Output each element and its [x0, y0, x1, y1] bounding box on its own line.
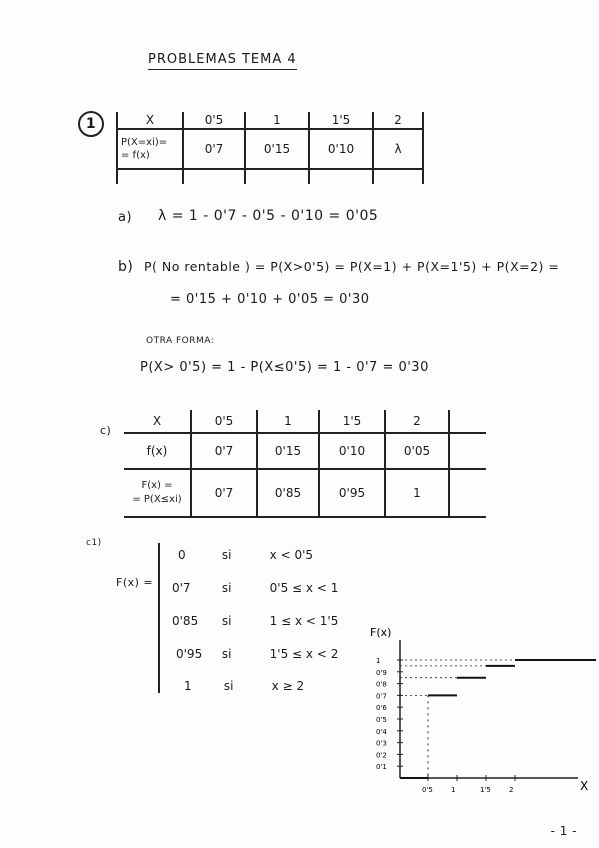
part-a-equation: λ = 1 - 0'7 - 0'5 - 0'10 = 0'05: [158, 208, 379, 224]
case-value: 0: [178, 548, 186, 562]
table-header-cell: 1'5: [319, 410, 385, 433]
y-tick-label: 0'3: [376, 739, 387, 748]
x-axis-label: X: [580, 779, 589, 793]
part-a-label: a): [118, 210, 133, 225]
table-header-cell: 0'5: [183, 112, 245, 129]
table-header-cell: X: [124, 410, 191, 433]
part-b-line1: P( No rentable ) = P(X>0'5) = P(X=1) + P(X=1'5) + P(X=2) =: [144, 259, 560, 274]
case-value: 1: [184, 679, 192, 693]
case-condition: x < 0'5: [269, 548, 314, 562]
y-tick-label: 0'4: [376, 727, 387, 736]
table-cell: 0'15: [257, 433, 319, 469]
case-condition: 1'5 ≤ x < 2: [269, 647, 339, 661]
case-value: 0'95: [176, 647, 203, 661]
y-axis-label: F(x): [370, 626, 392, 639]
table-cell: 0'10: [309, 129, 373, 169]
table-header-cell: 1: [257, 410, 319, 433]
page-title: PROBLEMAS TEMA 4: [148, 52, 297, 70]
x-tick-label: 0'5: [422, 786, 433, 794]
table-cell: 0'10: [319, 433, 385, 469]
y-tick-label: 0'2: [376, 751, 387, 760]
case-si: si: [221, 614, 232, 628]
other-method-label: OTRA FORMA:: [146, 336, 215, 346]
part-c1-label: c1): [86, 538, 102, 548]
table-header-cell: X: [117, 112, 183, 129]
case-value: 0'85: [172, 614, 199, 628]
case-si: si: [221, 647, 232, 661]
problem-number-badge: 1: [78, 111, 104, 137]
case-value: 0'7: [172, 581, 191, 595]
table-header-cell: 2: [373, 112, 423, 129]
part-b-label: b): [118, 259, 134, 275]
table-header-cell: 1: [245, 112, 309, 129]
y-tick-label: 0'6: [376, 704, 387, 713]
table-row-label: f(x): [124, 433, 191, 469]
graph-layer: [370, 626, 596, 794]
table-header-cell: 2: [385, 410, 449, 433]
x-tick-label: 1'5: [480, 786, 491, 794]
other-method-equation: P(X> 0'5) = 1 - P(X≤0'5) = 1 - 0'7 = 0'30: [140, 360, 429, 375]
table-cell: λ: [373, 129, 423, 169]
case-condition: 1 ≤ x < 1'5: [269, 614, 339, 628]
cdf-function-label: F(x) =: [116, 576, 154, 589]
table-cell: 0'85: [257, 469, 319, 517]
part-b-line2: = 0'15 + 0'10 + 0'05 = 0'30: [170, 292, 370, 307]
y-tick-label: 0'5: [376, 716, 387, 724]
case-si: si: [223, 679, 234, 693]
table-cell: 0'95: [319, 469, 385, 517]
table-cell: 0'15: [245, 129, 309, 169]
page-number: - 1 -: [550, 824, 577, 838]
table-cell: 0'7: [191, 469, 257, 517]
x-tick-label: 1: [451, 786, 456, 794]
part-c-label: c): [100, 424, 112, 437]
row-label-line: P(X=xi)=: [121, 137, 168, 148]
x-tick-label: 2: [509, 786, 514, 794]
case-si: si: [221, 581, 232, 595]
table-header-cell: 0'5: [191, 410, 257, 433]
table-cell: 0'7: [191, 433, 257, 469]
table-cell: 1: [385, 469, 449, 517]
table-cell: 0'7: [183, 129, 245, 169]
case-si: si: [221, 548, 232, 562]
row-label-line: = P(X≤xi): [132, 494, 182, 505]
case-condition: x ≥ 2: [271, 679, 305, 693]
case-condition: 0'5 ≤ x < 1: [269, 581, 339, 595]
table-header-cell: 1'5: [309, 112, 373, 129]
y-tick-label: 0'7: [376, 692, 387, 701]
row-label-line: = f(x): [121, 150, 150, 161]
y-tick-label: 0'8: [376, 680, 387, 689]
y-tick-label: 0'1: [376, 763, 387, 772]
table-cell: 0'05: [385, 433, 449, 469]
y-tick-label: 0'9: [376, 668, 387, 677]
row-label-line: F(x) =: [141, 480, 173, 491]
y-tick-label: 1: [376, 657, 381, 665]
